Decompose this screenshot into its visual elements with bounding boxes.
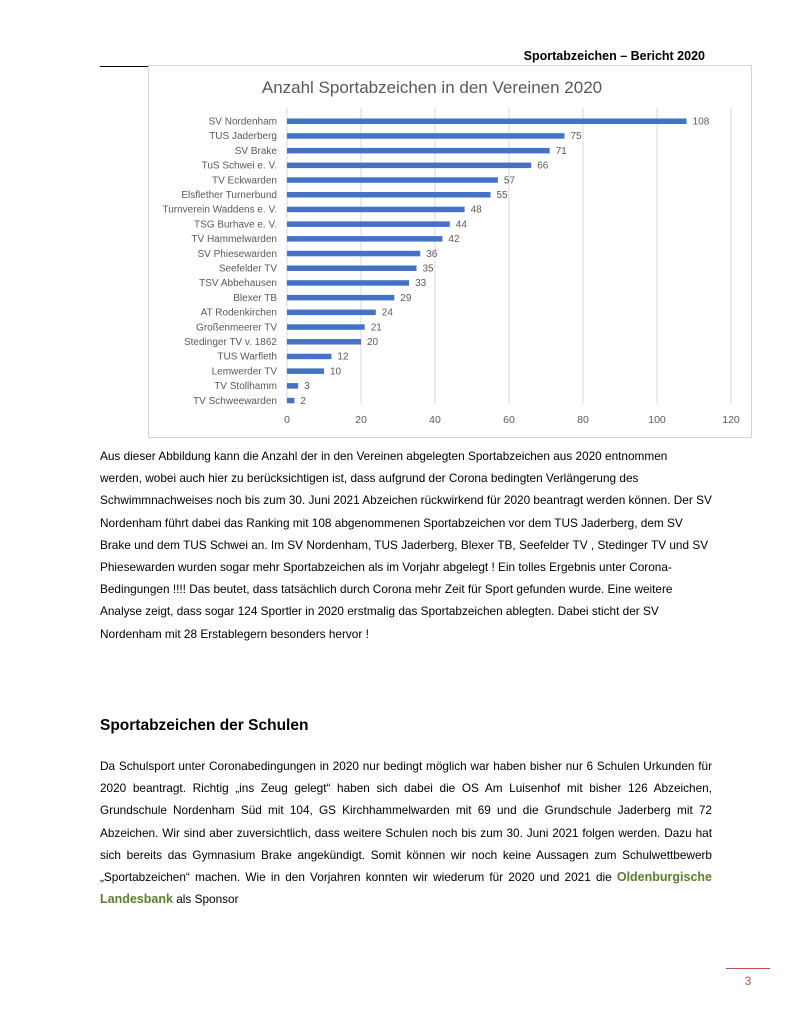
value-label: 55: [496, 190, 508, 201]
bar: [287, 266, 417, 272]
paragraph-schulen-end: als Sponsor: [172, 892, 239, 907]
category-label: Elsflether Turnerbund: [181, 190, 277, 201]
value-label: 2: [300, 395, 306, 407]
bar: [287, 251, 420, 256]
category-label: Seefelder TV: [218, 263, 277, 275]
bar: [287, 368, 324, 374]
bar: [287, 221, 450, 227]
bar: [287, 119, 687, 125]
value-label: 24: [381, 307, 393, 319]
bar: [287, 295, 394, 301]
value-label: 10: [330, 366, 342, 378]
category-label: Großenmeerer TV: [196, 322, 277, 334]
category-label: Turnverein Waddens e. V.: [162, 204, 277, 216]
value-label: 12: [337, 351, 349, 363]
bar: [287, 163, 531, 169]
category-label: Blexer TB: [233, 292, 277, 304]
x-tick-label: 80: [577, 414, 589, 426]
category-label: SV Phiesewarden: [197, 248, 277, 260]
value-label: 75: [570, 131, 582, 143]
value-label: 71: [555, 145, 567, 157]
bar: [287, 383, 298, 389]
category-label: TSV Abbehausen: [199, 278, 277, 290]
value-label: 36: [426, 248, 438, 260]
category-label: TUS Jaderberg: [209, 131, 277, 143]
x-tick-label: 40: [429, 414, 441, 426]
category-label: Stedinger TV v. 1862: [183, 337, 277, 348]
value-label: 44: [455, 219, 467, 231]
category-label: TSG Burhave e. V.: [193, 219, 277, 231]
x-tick-label: 0: [284, 414, 290, 426]
bar: [287, 354, 331, 360]
bar: [287, 310, 376, 316]
value-label: 3: [304, 381, 310, 393]
paragraph-schulen-text: Da Schulsport unter Coronabedingungen in 2020 nur bedingt möglich war haben bisher nur 6 Schulen Urkunden für 2020 beantragt. Richtig „ins Zeug gelegt“ haben sich dabei die OS Am Luisenhof mit bisher 126 Abzeichen, Grundschule Nordenham Süd mit 104, GS Kirchhammelwarden mit 69 und die Grundschule Jaderberg mit 72 Abzeichen. Wir sind aber zuversichtlich, dass weitere Schulen noch bis zum 30. Juni 2021 folgen werden. Dazu hat sich bereits das Gymnasium Brake angekündigt. Somit können wir noch keine Aussagen zum Schulwettbewerb „Sportabzeichen“ machen. Wie in den Vorjahren konnten wir wiederum für 2020 und 2021 die: [100, 759, 712, 885]
bar: [287, 192, 491, 198]
bar: [287, 324, 365, 330]
bar: [287, 339, 361, 345]
value-label: 57: [503, 175, 516, 187]
bar: [287, 398, 294, 404]
category-label: AT Rodenkirchen: [200, 307, 277, 319]
value-label: 48: [470, 204, 482, 216]
bar-chart: [148, 65, 752, 438]
category-label: SV Brake: [234, 145, 277, 157]
category-label: Lemwerder TV: [211, 366, 277, 378]
bar: [287, 148, 550, 154]
value-label: 21: [370, 322, 382, 334]
chart-value-labels: [300, 117, 709, 407]
sponsor-name: Oldenburgische Landesbank: [100, 870, 712, 907]
paragraph-schulen: [100, 755, 712, 910]
x-tick-label: 20: [355, 414, 367, 426]
section-title: Sportabzeichen der Schulen: [100, 717, 309, 734]
category-label: TV Eckwarden: [211, 175, 277, 187]
chart-category-labels: [162, 117, 277, 407]
category-label: TV Hammelwarden: [191, 234, 277, 246]
value-label: 20: [367, 337, 379, 348]
bar: [287, 133, 565, 139]
category-label: TV Schweewarden: [193, 395, 277, 407]
bar: [287, 236, 442, 242]
bar: [287, 207, 465, 213]
value-label: 108: [692, 116, 710, 128]
x-tick-label: 120: [722, 414, 740, 426]
category-label: TuS Schwei e. V.: [201, 160, 277, 172]
footer-rule: [726, 968, 770, 969]
page-header-title: Sportabzeichen – Bericht 2020: [523, 49, 705, 63]
x-tick-label: 60: [503, 414, 515, 426]
category-label: TV Stollhamm: [214, 381, 277, 393]
page-number: 3: [744, 974, 752, 988]
value-label: 42: [448, 234, 460, 246]
category-label: TUS Warfleth: [217, 351, 277, 363]
chart-x-ticks: [284, 414, 740, 426]
value-label: 29: [400, 292, 412, 304]
value-label: 66: [537, 160, 549, 172]
paragraph-vereine: Aus dieser Abbildung kann die Anzahl der in den Vereinen abgelegten Sportabzeichen aus 2020 entnommen werden, wobei auch hier zu berücksichtigen ist, dass aufgrund der Corona bedingten Verlängerung des Schwimmnachweises noch bis zum 30. Juni 2021 Abzeichen rückwirkend für 2020 beantragt werden können. Der SV Nordenham führt dabei das Ranking mit 108 abgenommenen Sportabzeichen vor dem TUS Jaderberg, dem SV Brake und dem TUS Schwei an. Im SV Nordenham, TUS Jaderberg, Blexer TB, Seefelder TV , Stedinger TV und SV Phiesewarden wurden sogar mehr Sportabzeichen als im Vorjahr abgelegt ! Ein tolles Ergebnis unter Corona-Bedingungen !!!! Das beutet, dass tatsächlich durch Corona mehr Zeit für Sport gefunden wurde. Eine weitere Analyse zeigt, dass sogar 124 Sportler in 2020 erstmalig das Sportabzeichen ablegten. Dabei sticht der SV Nordenham mit 28 Erstablegern besonders hervor !: [100, 449, 712, 641]
value-label: 33: [415, 278, 427, 290]
category-label: SV Nordenham: [208, 116, 277, 128]
chart-title: Anzahl Sportabzeichen in den Vereinen 2020: [261, 78, 603, 97]
bar: [287, 280, 409, 286]
x-tick-label: 100: [648, 414, 666, 426]
bar: [287, 177, 498, 183]
value-label: 35: [422, 263, 434, 275]
